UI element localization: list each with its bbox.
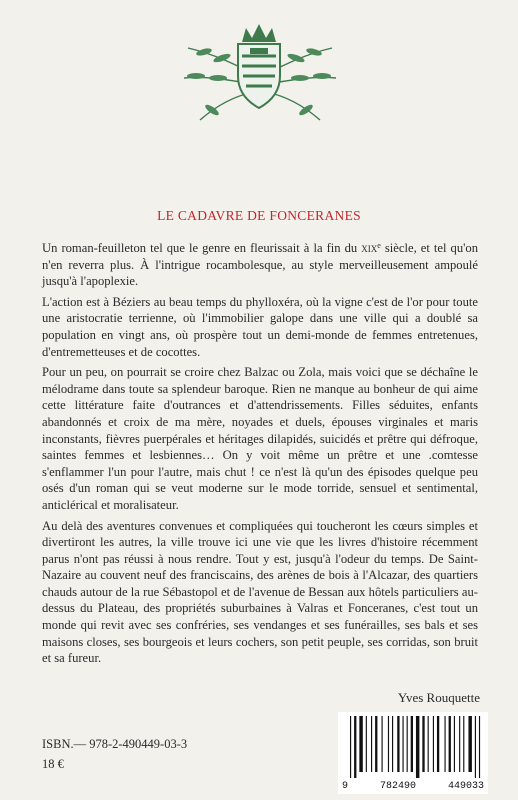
barcode-bar	[475, 716, 476, 778]
barcode-bar	[397, 716, 399, 772]
barcode-bar	[459, 716, 460, 772]
barcode-bar	[371, 716, 372, 772]
barcode-bar	[454, 716, 455, 772]
barcode-bar	[445, 716, 446, 772]
paragraph-4: Au delà des aventures convenues et compliquées qui toucheront les cœurs simples et divertiront les autres, la ville trouve ici une vie que les livres d'histoire récemment parus n'ont pas réussi à nous rendre. Tout y est, jusqu'à l'odeur du temps. De Saint-Nazaire au couvent neuf des franciscains, des arènes de bois à l'Alcazar, des quartiers chauds autour de la rue Sébastopol et de l'avenue de Bessan aux hôtels particuliers au-dessus du Plateau, des propriétés suburbaines à Valras et Fonceranes, c'est tout un monde qui revit avec ses confréries, ses vendanges et ses funérailles, ses bals et ses maisons closes, ses bourgeois et leurs cochers, son petit peuple, ses corridas, son bruit et sa fureur.	[42, 518, 478, 666]
barcode-bar	[388, 716, 389, 772]
barcode-bar	[350, 716, 351, 778]
barcode-bar	[479, 716, 480, 778]
author-name: Yves Rouquette	[397, 690, 480, 705]
barcode-bar	[422, 716, 424, 772]
book-title: LE CADAVRE DE FONCERANES	[157, 208, 361, 223]
barcode-bar	[468, 716, 471, 772]
barcode-bar	[382, 716, 383, 772]
barcode-bar	[366, 716, 367, 772]
barcode-bar	[437, 716, 439, 772]
barcode-bar	[392, 716, 393, 772]
barcode-bar	[428, 716, 429, 772]
barcode-digits: 9 782490 449033	[342, 781, 484, 792]
isbn-barcode	[338, 712, 488, 794]
barcode-bar	[403, 716, 404, 772]
barcode-bar	[463, 716, 464, 772]
isbn-text: ISBN.— 978-2-490449-03-3	[42, 737, 188, 751]
barcode-bar	[411, 716, 413, 772]
paragraph-2: L'action est à Béziers au beau temps du phylloxéra, où la vigne c'est de l'or pour toute une aristocratie terrienne, où l'immobilier galope dans une ville qui a doublé sa population en vingt ans, où prospère tout un demi-monde de femmes entretenues, d'entremetteuses et de cocottes.	[42, 294, 478, 359]
barcode-bar	[416, 716, 419, 778]
barcode-bar	[449, 716, 451, 772]
barcode-bar	[433, 716, 434, 772]
paragraph-3: Pour un peu, on pourrait se croire chez Balzac ou Zola, mais voici que se déchaîne le mélodrame dans toute sa splendeur baroque. Rien ne manque au bonheur de qui aime cette littérature faite d'outrances et d'attendrissements. Filles séduites, enfants abandonnés et croix de ma mère, noyades et duels, épouses virginales et maris inconstants, fièvres puerpérales et héritages dilapidés, suicidés et prêtre qui défroque, saintes femmes et lesbiennes… On y voit même un prêtre et une .comtesse s'enflammer l'un pour l'autre, mais chut ! ce n'est là qu'un des épisodes quelque peu osés d'un roman qui se veut moderne sur le mode torride, sensuel et sentimental, anticlérical et moralisateur.	[42, 365, 478, 512]
barcode-bar	[375, 716, 377, 772]
barcode-bar	[354, 716, 356, 778]
barcode-bar	[359, 716, 362, 772]
price-text: 18 €	[42, 757, 64, 771]
barcode-bar	[407, 716, 408, 772]
paragraph-1: Un roman-feuilleton tel que le genre en fleurissait à la fin du xix$^e$ siècle, et tel qu'on n'en reverra plus. À l'intrigue rocambolesque, au style merveilleusement ampoulé jusqu'à l'apoplexie.	[42, 241, 479, 289]
back-cover-blurb	[42, 238, 478, 671]
coat-of-arms-emblem	[174, 14, 344, 126]
